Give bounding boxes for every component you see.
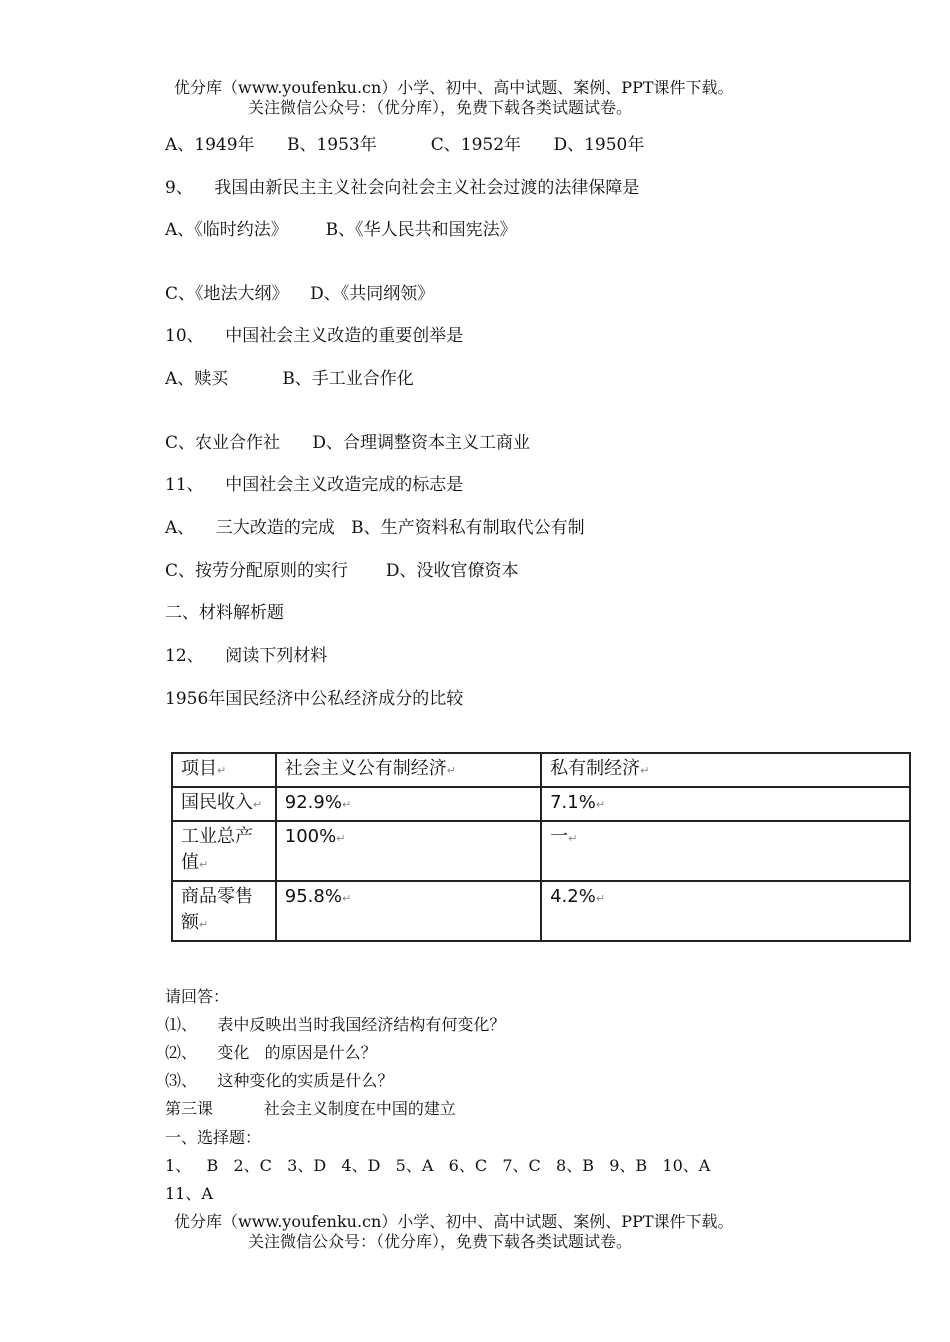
lesson3-section1: 一、选择题： [165,1128,262,1147]
sub-question-3: ⑶、 这种变化的实质是什么？ [165,1071,394,1090]
sub-question-2: ⑵、 变化 的原因是什么？ [165,1043,377,1062]
table-header-cell: 社会主义公有制经济↵ [276,753,541,787]
q11-options-cd: C、按劳分配原则的实行 D、没收官僚资本 [165,561,519,581]
table-row [172,881,910,941]
answer-prompt: 请回答： [165,987,230,1006]
header-line1: 优分库（www.youfenku.cn）小学、初中、高中试题、案例、PPT课件下载。 [174,78,734,97]
q9-question: 9、 我国由新民主主义社会向社会主义社会过渡的法律保障是 [165,178,640,198]
lesson3-title: 第三课 社会主义制度在中国的建立 [165,1099,456,1118]
table-row [172,821,910,881]
public-economy-value: 92.9%↵ [276,787,541,821]
table-header-cell: 项目↵ [172,753,276,787]
row-label: 商品零售 额↵ [172,881,276,941]
q11-options-ab: A、 三大改造的完成 B、生产资料私有制取代公有制 [165,518,585,538]
answer-key-line2: 11、A [165,1184,213,1203]
q9-options-ab: A、《临时约法》 B、《华人民共和国宪法》 [165,220,517,240]
q10-question: 10、 中国社会主义改造的重要创举是 [165,326,464,346]
q10-options-cd: C、农业合作社 D、合理调整资本主义工商业 [165,433,531,453]
sub-question-1: ⑴、 表中反映出当时我国经济结构有何变化？ [165,1015,506,1034]
q12-question: 12、 阅读下列材料 [165,646,328,666]
private-economy-value: 4.2%↵ [541,881,910,941]
q8-options: A、1949年 B、1953年 C、1952年 D、1950年 [165,135,645,155]
answer-key-line1: 1、 B 2、C 3、D 4、D 5、A 6、C 7、C 8、B 9、B 10、A [165,1156,711,1175]
section2-title: 二、材料解析题 [165,603,284,623]
footer-line1: 优分库（www.youfenku.cn）小学、初中、高中试题、案例、PPT课件下载。 [174,1212,734,1231]
q9-options-cd: C、《地法大纲》 D、《共同纲领》 [165,284,435,304]
table-row [172,787,910,821]
public-economy-value: 100%↵ [276,821,541,881]
public-economy-value: 95.8%↵ [276,881,541,941]
footer-line2: 关注微信公众号：（优分库），免费下载各类试题试卷。 [248,1232,633,1251]
table-header-row [172,753,910,787]
table-caption: 1956年国民经济中公私经济成分的比较 [165,689,464,709]
header-line2: 关注微信公众号：（优分库），免费下载各类试题试卷。 [248,98,633,117]
private-economy-value: 7.1%↵ [541,787,910,821]
q10-options-ab: A、赎买 B、手工业合作化 [165,369,414,389]
q11-question: 11、 中国社会主义改造完成的标志是 [165,475,464,495]
economy-table [171,752,911,942]
table-header-cell: 私有制经济↵ [541,753,910,787]
row-label: 工业总产 值↵ [172,821,276,881]
row-label: 国民收入↵ [172,787,276,821]
private-economy-value: 一↵ [541,821,910,881]
